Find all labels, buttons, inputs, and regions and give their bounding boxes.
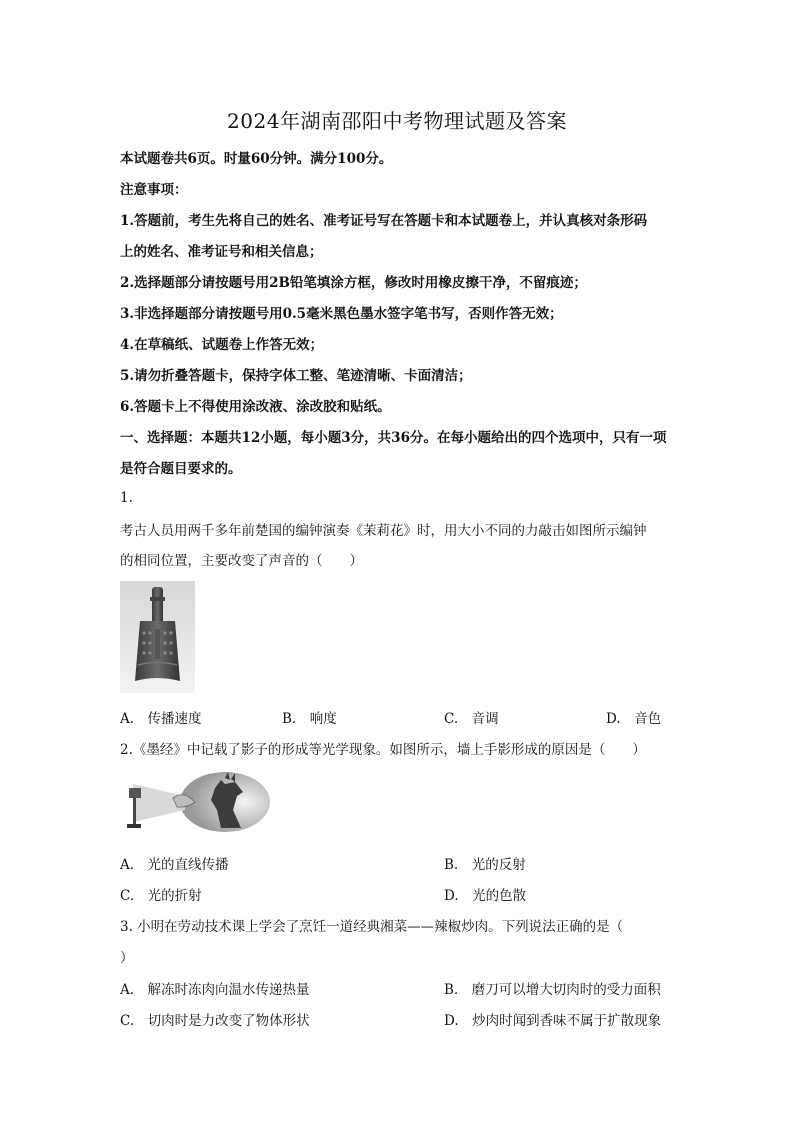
- question-3-text-cont: ）: [120, 950, 134, 966]
- q2-option-a: A. 光的直线传播: [120, 857, 229, 873]
- note-line: 1.答题前，考生先将自己的姓名、准考证号写在答题卡和本试题卷上，并认真核对条形码: [120, 213, 648, 229]
- note-line: 2.选择题部分请按题号用2B铅笔填涂方框，修改时用橡皮擦干净，不留痕迹；: [120, 275, 587, 291]
- notes-heading: 注意事项：: [120, 182, 188, 198]
- note-line: 3.非选择题部分请按题号用0.5毫米黑色墨水签字笔书写，否则作答无效；: [120, 306, 563, 322]
- q2-option-b: B. 光的反射: [444, 857, 526, 873]
- note-line: 4.在草稿纸、试题卷上作答无效；: [120, 337, 324, 353]
- note-line: 6.答题卡上不得使用涂改液、涂改胶和贴纸。: [120, 399, 391, 415]
- q3-option-c: C. 切肉时是力改变了物体形状: [120, 1013, 310, 1029]
- note-line: 5.请勿折叠答题卡，保持字体工整、笔迹清晰、卡面清洁；: [120, 368, 472, 384]
- q1-option-b: B. 响度: [282, 711, 337, 727]
- bronze-bell-image: [120, 581, 195, 693]
- q1-option-d: D. 音色: [606, 711, 662, 727]
- section-heading-cont: 是符合题目要求的。: [120, 461, 242, 477]
- exam-intro: 本试题卷共6页。时量60分钟。满分100分。: [120, 151, 393, 167]
- note-line: 上的姓名、准考证号和相关信息；: [120, 244, 323, 260]
- hand-shadow-image: [125, 770, 270, 834]
- question-1-text: 考古人员用两千多年前楚国的编钟演奏《茉莉花》时，用大小不同的力敲击如图所示编钟: [120, 523, 647, 539]
- question-2-text: 2.《墨经》中记载了影子的形成等光学现象。如图所示，墙上手影形成的原因是（ ）: [120, 742, 646, 758]
- question-3-text: 3. 小明在劳动技术课上学会了烹饪一道经典湘菜——辣椒炒肉。下列说法正确的是（: [120, 919, 624, 935]
- question-1-text: 的相同位置，主要改变了声音的（ ）: [120, 553, 363, 569]
- q1-option-c: C. 音调: [444, 711, 499, 727]
- section-heading: 一、选择题：本题共12小题，每小题3分，共36分。在每小题给出的四个选项中，只有一项: [120, 430, 667, 446]
- q3-option-b: B. 磨刀可以增大切肉时的受力面积: [444, 982, 661, 998]
- q3-option-a: A. 解冻时冻肉向温水传递热量: [120, 982, 310, 998]
- q3-option-d: D. 炒肉时闻到香味不属于扩散现象: [444, 1013, 662, 1029]
- page-title: 2024年湖南邵阳中考物理试题及答案: [227, 109, 567, 133]
- q2-option-d: D. 光的色散: [444, 888, 527, 904]
- q2-option-c: C. 光的折射: [120, 888, 202, 904]
- question-1-number: 1.: [120, 490, 133, 506]
- q1-option-a: A. 传播速度: [120, 711, 202, 727]
